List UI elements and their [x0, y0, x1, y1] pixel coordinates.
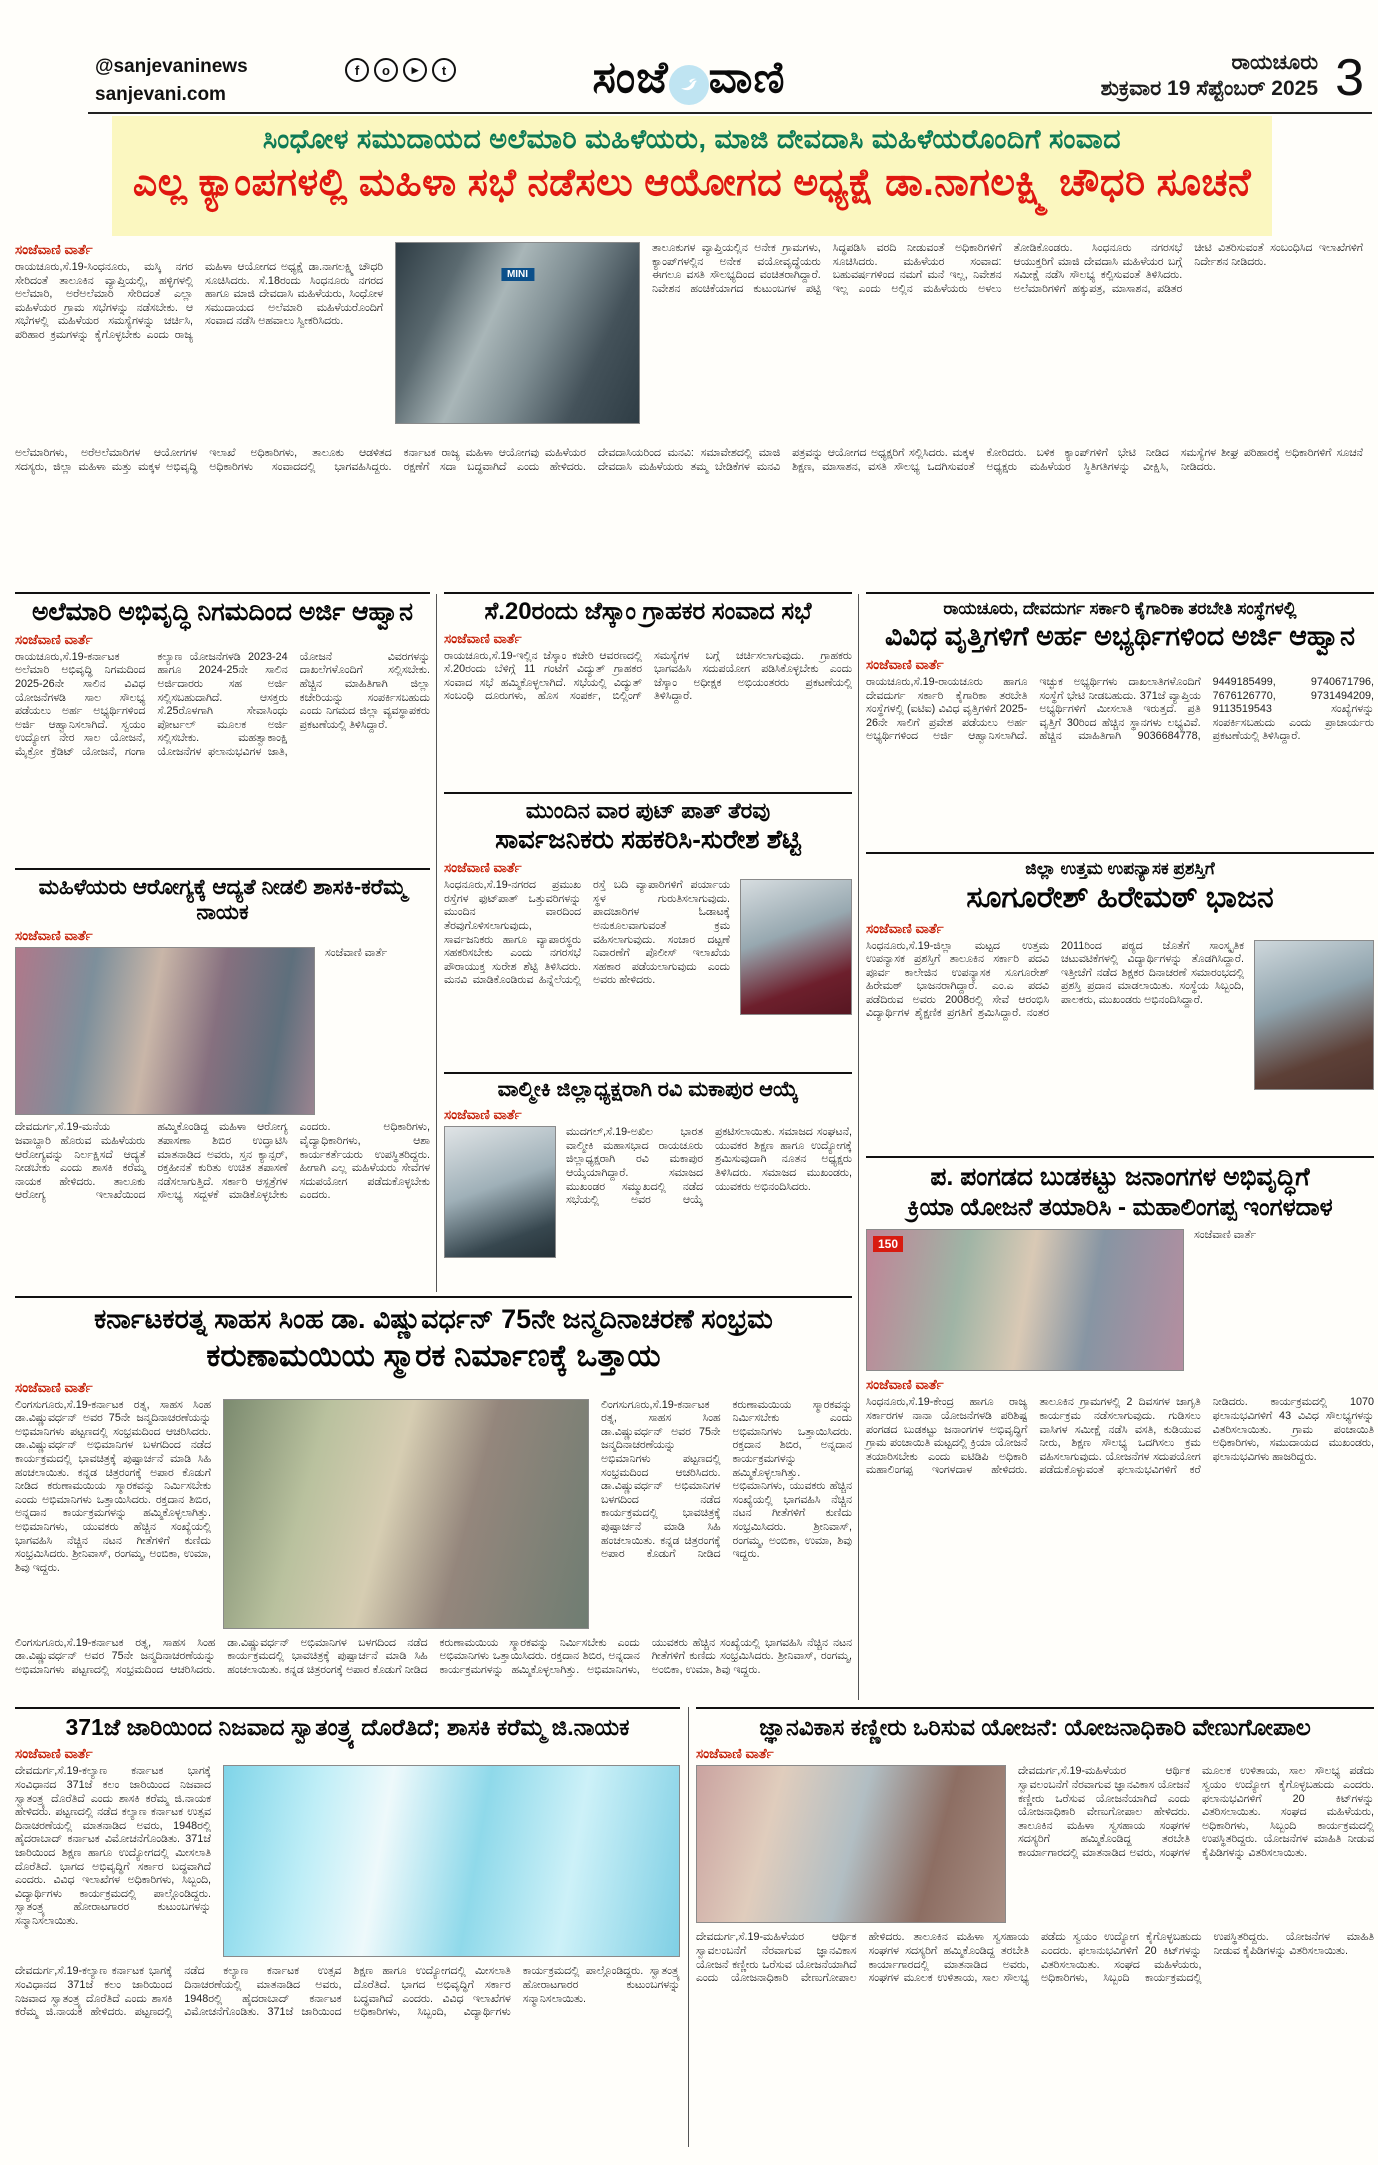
- d-byline: ಸಂಜೆವಾಣಿ ವಾರ್ತೆ: [15, 1379, 93, 1395]
- a1-body: ರಾಯಚೂರು,ಸೆ.19-ಕರ್ನಾಟಕ ಅಲೆಮಾರಿ ಅಭಿವೃದ್ಧಿ ನಿಗಮದಿಂದ 2025-26ನೇ ಸಾಲಿನ ವಿವಿಧ ಯೋಜನೆಗಳಡಿ ಸಾಲ ಸೌಲಭ್ಯ ಪಡೆಯಲು ಅರ್ಹ ಅಭ್ಯರ್ಥಿಗಳಿಂದ ಅರ್ಜಿ ಆಹ್ವಾನಿಸಲಾಗಿದೆ. ಸ್ವಯಂ ಉದ್ಯೋಗ ನೇರ ಸಾಲ ಯೋಜನೆ, ಮೈಕ್ರೋ ಕ್ರೆಡಿಟ್ ಯೋಜನೆ, ಗಂಗಾ ಕಲ್ಯಾಣ ಯೋಜನೆಗಳಡಿ 2023-24 ಹಾಗೂ 2024-25ನೇ ಸಾಲಿನ ಅರ್ಜಿದಾರರು ಸಹ ಅರ್ಜಿ ಸಲ್ಲಿಸಬಹುದಾಗಿದೆ. ಆಸಕ್ತರು ಸೆ.25ರೊಳಗಾಗಿ ಸೇವಾಸಿಂಧು ಪೋರ್ಟಲ್ ಮೂಲಕ ಅರ್ಜಿ ಸಲ್ಲಿಸಬೇಕು. ಮಹತ್ವಾಕಾಂಕ್ಷಿ ಯೋಜನೆಗಳ ಫಲಾನುಭವಿಗಳ ಜಾತಿ, ಯೋಜನೆ ವಿವರಗಳನ್ನು ದಾಖಲೆಗಳೊಂದಿಗೆ ಸಲ್ಲಿಸಬೇಕು. ಹೆಚ್ಚಿನ ಮಾಹಿತಿಗಾಗಿ ಜಿಲ್ಲಾ ಕಚೇರಿಯನ್ನು ಸಂಪರ್ಕಿಸಬಹುದು ಎಂದು ನಿಗಮದ ಜಿಲ್ಲಾ ವ್ಯವಸ್ಥಾಪಕರು ಪ್ರಕಟಣೆಯಲ್ಲಿ ತಿಳಿಸಿದ್ದಾರೆ.: [15, 650, 430, 758]
- article-b1: [444, 592, 852, 790]
- lead-right-text: [652, 242, 1363, 439]
- b2-body: ಸಿಂಧನೂರು,ಸೆ.19-ನಗರದ ಪ್ರಮುಖ ರಸ್ತೆಗಳ ಫುಟ್‌ಪಾತ್ ಒತ್ತುವರಿಗಳನ್ನು ಮುಂದಿನ ವಾರದಿಂದ ತೆರವುಗೊಳಿಸಲಾಗುವುದು, ಸಾರ್ವಜನಿಕರು ಹಾಗೂ ವ್ಯಾಪಾರಸ್ಥರು ಸಹಕರಿಸಬೇಕು ಎಂದು ನಗರಸಭೆ ಪೌರಾಯುಕ್ತ ಸುರೇಶ ಶೆಟ್ಟಿ ತಿಳಿಸಿದರು. ಮನವಿ ಮಾಡಿಕೊಂಡಿರುವ ಹಿನ್ನೆಲೆಯಲ್ಲಿ ರಸ್ತೆ ಬದಿ ವ್ಯಾಪಾರಿಗಳಿಗೆ ಪರ್ಯಾಯ ಸ್ಥಳ ಗುರುತಿಸಲಾಗುವುದು. ಪಾದಚಾರಿಗಳ ಓಡಾಟಕ್ಕೆ ಅನುಕೂಲವಾಗುವಂತೆ ಕ್ರಮ ವಹಿಸಲಾಗುವುದು. ಸಂಚಾರ ದಟ್ಟಣೆ ನಿವಾರಣೆಗೆ ಪೊಲೀಸ್ ಇಲಾಖೆಯ ಸಹಕಾರ ಪಡೆಯಲಾಗುವುದು ಎಂದು ಅವರು ಹೇಳಿದರು.: [444, 879, 730, 987]
- facebook-icon: f: [345, 58, 369, 82]
- e-headline: 371ಜೆ ಜಾರಿಯಿಂದ ನಿಜವಾದ ಸ್ವಾತಂತ್ರ್ಯ ದೊರೆತಿದೆ; ಶಾಸಕಿ ಕರೆಮ್ಮ ಜಿ.ನಾಯಕ: [65, 1714, 630, 1740]
- b2-headline-1: ಮುಂದಿನ ವಾರ ಪುಟ್ ಪಾತ್ ತೆರವು: [525, 798, 771, 823]
- a2-byline: ಸಂಜೆವಾಣಿ ವಾರ್ತೆ: [15, 928, 93, 944]
- lead-body-3: ಅಲೆಮಾರಿಗಳು, ಅರೆಅಲೆಮಾರಿಗಳ ಆಯೋಗಗಳ ಸದಸ್ಯರು, ಜಿಲ್ಲಾ ಮಹಿಳಾ ಮತ್ತು ಮಕ್ಕಳ ಅಭಿವೃದ್ಧಿ ಇಲಾಖೆ ಅಧಿಕಾರಿಗಳು, ತಾಲೂಕು ಆಡಳಿತದ ಅಧಿಕಾರಿಗಳು ಸಂವಾದದಲ್ಲಿ ಭಾಗವಹಿಸಿದ್ದರು. ಕರ್ನಾಟಕ ರಾಜ್ಯ ಮಹಿಳಾ ಆಯೋಗವು ಮಹಿಳೆಯರ ರಕ್ಷಣೆಗೆ ಸದಾ ಬದ್ಧವಾಗಿದೆ ಎಂದು ಹೇಳಿದರು. ದೇವದಾಸಿಯರಿಂದ ಮನವಿ: ಸಮಾವೇಶದಲ್ಲಿ ಮಾಜಿ ದೇವದಾಸಿ ಮಹಿಳೆಯರು ತಮ್ಮ ಬೇಡಿಕೆಗಳ ಮನವಿ ಪತ್ರವನ್ನು ಆಯೋಗದ ಅಧ್ಯಕ್ಷರಿಗೆ ಸಲ್ಲಿಸಿದರು. ಮಕ್ಕಳ ಶಿಕ್ಷಣ, ಮಾಸಾಶನ, ವಸತಿ ಸೌಲಭ್ಯ ಒದಗಿಸುವಂತೆ ಕೋರಿದರು. ಬಳಿಕ ಕ್ಯಾಂಪ್‌ಗಳಿಗೆ ಭೇಟಿ ನೀಡಿದ ಅಧ್ಯಕ್ಷರು ಮಹಿಳೆಯರ ಸ್ಥಿತಿಗತಿಗಳನ್ನು ವೀಕ್ಷಿಸಿ, ಸಮಸ್ಯೆಗಳ ಶೀಘ್ರ ಪರಿಹಾರಕ್ಕೆ ಅಧಿಕಾರಿಗಳಿಗೆ ಸೂಚನೆ ನೀಡಿದರು.: [15, 447, 1363, 473]
- edition-city: ರಾಯಚೂರು: [1231, 51, 1318, 74]
- f-byline: ಸಂಜೆವಾಣಿ ವಾರ್ತೆ: [696, 1746, 774, 1762]
- youtube-icon: ▸: [403, 58, 427, 82]
- b1-body: ರಾಯಚೂರು,ಸೆ.19-ಇಲ್ಲಿನ ಜೆಸ್ಕಾಂ ಕಚೇರಿ ಆವರಣದಲ್ಲಿ ಸೆ.20ರಂದು ಬೆಳಿಗ್ಗೆ 11 ಗಂಟೆಗೆ ವಿದ್ಯುತ್ ಗ್ರಾಹಕರ ಸಂವಾದ ಸಭೆ ಹಮ್ಮಿಕೊಳ್ಳಲಾಗಿದೆ. ಸಭೆಯಲ್ಲಿ ವಿದ್ಯುತ್ ಸಂಬಂಧಿ ದೂರುಗಳು, ಹೊಸ ಸಂಪರ್ಕ, ಬಿಲ್ಲಿಂಗ್ ಸಮಸ್ಯೆಗಳ ಬಗ್ಗೆ ಚರ್ಚಿಸಲಾಗುವುದು. ಗ್ರಾಹಕರು ಭಾಗವಹಿಸಿ ಸದುಪಯೋಗ ಪಡಿಸಿಕೊಳ್ಳಬೇಕು ಎಂದು ಜೆಸ್ಕಾಂ ಅಧೀಕ್ಷಕ ಅಭಿಯಂತರರು ಪ್ರಕಟಣೆಯಲ್ಲಿ ತಿಳಿಸಿದ್ದಾರೆ.: [444, 649, 852, 703]
- c3-byline: ಸಂಜೆವಾಣಿ ವಾರ್ತೆ: [866, 1377, 944, 1393]
- c2-kicker: ಜಿಲ್ಲಾ ಉತ್ತಮ ಉಪನ್ಯಾಸಕ ಪ್ರಶಸ್ತಿಗೆ: [1025, 859, 1215, 878]
- lead-banner: [112, 116, 1272, 236]
- divider-v3: [688, 1707, 689, 2147]
- article-a1: [15, 592, 430, 864]
- lead-body-2: ತಾಲೂಕುಗಳ ವ್ಯಾಪ್ತಿಯಲ್ಲಿನ ಅನೇಕ ಗ್ರಾಮಗಳು, ಕ್ಯಾಂಪ್‌ಗಳಲ್ಲಿನ ಅನೇಕ ವಯೋವೃದ್ಧೆಯರು ಈಗಲೂ ವಸತಿ ಸೌಲಭ್ಯದಿಂದ ವಂಚಿತರಾಗಿದ್ದಾರೆ. ನಿವೇಶನ ಹಂಚಿಕೆಯಾಗದ ಕುಟುಂಬಗಳ ಪಟ್ಟಿ ಸಿದ್ಧಪಡಿಸಿ ವರದಿ ನೀಡುವಂತೆ ಅಧಿಕಾರಿಗಳಿಗೆ ಸೂಚಿಸಿದರು. ಮಹಿಳೆಯರ ಸಂವಾದ: ಬಹುವರ್ಷಗಳಿಂದ ನಮಗೆ ಮನೆ ಇಲ್ಲ, ನಿವೇಶನ ಇಲ್ಲ ಎಂದು ಅಲ್ಲಿನ ಮಹಿಳೆಯರು ಅಳಲು ತೋಡಿಕೊಂಡರು. ಸಿಂಧನೂರು ನಗರಸಭೆ ಆಯುಕ್ತರಿಗೆ ಮಾಜಿ ದೇವದಾಸಿ ಮಹಿಳೆಯರ ಬಗ್ಗೆ ಸಮೀಕ್ಷೆ ನಡೆಸಿ ಸೌಲಭ್ಯ ಕಲ್ಪಿಸುವಂತೆ ತಿಳಿಸಿದರು. ಅಲೆಮಾರಿಗಳಿಗೆ ಹಕ್ಕುಪತ್ರ, ಮಾಸಾಶನ, ಪಡಿತರ ಚೀಟಿ ವಿತರಿಸುವಂತೆ ಸಂಬಂಧಿಸಿದ ಇಲಾಖೆಗಳಿಗೆ ನಿರ್ದೇಶನ ನೀಡಿದರು.: [652, 242, 1363, 295]
- dove-logo-icon: [669, 65, 709, 105]
- b1-byline: ಸಂಜೆವಾಣಿ ವಾರ್ತೆ: [444, 630, 522, 646]
- social-handle: @sanjevaninews: [95, 56, 248, 77]
- b2-portrait-photo: [740, 879, 852, 1015]
- b3-body: ಮುದಗಲ್,ಸೆ.19-ಅಖಿಲ ಭಾರತ ವಾಲ್ಮೀಕಿ ಮಹಾಸಭಾದ ರಾಯಚೂರು ಜಿಲ್ಲಾಧ್ಯಕ್ಷರಾಗಿ ರವಿ ಮಕಾಪುರ ಆಯ್ಕೆಯಾಗಿದ್ದಾರೆ. ಸಮಾಜದ ಮುಖಂಡರ ಸಮ್ಮುಖದಲ್ಲಿ ನಡೆದ ಸಭೆಯಲ್ಲಿ ಅವರ ಆಯ್ಕೆ ಪ್ರಕಟಿಸಲಾಯಿತು. ಸಮಾಜದ ಸಂಘಟನೆ, ಯುವಕರ ಶಿಕ್ಷಣ ಹಾಗೂ ಉದ್ಯೋಗಕ್ಕೆ ಶ್ರಮಿಸುವುದಾಗಿ ನೂತನ ಅಧ್ಯಕ್ಷರು ತಿಳಿಸಿದರು. ಸಮಾಜದ ಮುಖಂಡರು, ಯುವಕರು ಅಭಿನಂದಿಸಿದರು.: [566, 1126, 852, 1207]
- f-photo: [696, 1765, 1006, 1923]
- lead-kicker: ಸಿಂಧೋಳ ಸಮುದಾಯದ ಅಲೆಮಾರಿ ಮಹಿಳೆಯರು, ಮಾಜಿ ದೇವದಾಸಿ ಮಹಿಳೆಯರೊಂದಿಗೆ ಸಂವಾದ: [262, 124, 1122, 154]
- lead-body-1: ರಾಯಚೂರು,ಸೆ.19-ಸಿಂಧನೂರು, ಮಸ್ಕಿ ನಗರ ಸೇರಿದಂತೆ ತಾಲೂಕಿನ ವ್ಯಾಪ್ತಿಯಲ್ಲಿ, ಹಳ್ಳಿಗಳಲ್ಲಿ ಅಲೆಮಾರಿ, ಅರೆಅಲೆಮಾರಿ ಸೇರಿದಂತೆ ಎಲ್ಲಾ ಮಹಿಳೆಯರ ಗ್ರಾಮ ಸಭೆಗಳನ್ನು ನಡೆಸಬೇಕು. ಆ ಸಭೆಗಳಲ್ಲಿ ಮಹಿಳೆಯರ ಸಮಸ್ಯೆಗಳನ್ನು ಚರ್ಚಿಸಿ, ಪರಿಹಾರ ಕ್ರಮಗಳನ್ನು ಕೈಗೊಳ್ಳಬೇಕು ಎಂದು ರಾಜ್ಯ ಮಹಿಳಾ ಆಯೋಗದ ಅಧ್ಯಕ್ಷೆ ಡಾ.ನಾಗಲಕ್ಷ್ಮಿ ಚೌಧರಿ ಸೂಚಿಸಿದರು. ಸೆ.18ರಂದು ಸಿಂಧನೂರು ನಗರದ ಹಾಗೂ ಮಾಜಿ ದೇವದಾಸಿ ಮಹಿಳೆಯರು, ಸಿಂಧೋಳ ಸಮುದಾಯದ ಅಲೆಮಾರಿ ಮಹಿಳೆಯರೊಂದಿಗೆ ಸಂವಾದ ನಡೆಸಿ ಅಹವಾಲು ಸ್ವೀಕರಿಸಿದರು.: [15, 261, 383, 341]
- article-a2: [15, 868, 430, 1288]
- lead-byline: ಸಂಜೆವಾಣಿ ವಾರ್ತೆ: [15, 242, 93, 257]
- e-body-left: ದೇವದುರ್ಗ,ಸೆ.19-ಕಲ್ಯಾಣ ಕರ್ನಾಟಕ ಭಾಗಕ್ಕೆ ಸಂವಿಧಾನದ 371ಜೆ ಕಲಂ ಜಾರಿಯಿಂದ ನಿಜವಾದ ಸ್ವಾತಂತ್ರ್ಯ ದೊರೆತಿದೆ ಎಂದು ಶಾಸಕಿ ಕರೆಮ್ಮ ಜಿ.ನಾಯಕ ಹೇಳಿದರು. ಪಟ್ಟಣದಲ್ಲಿ ನಡೆದ ಕಲ್ಯಾಣ ಕರ್ನಾಟಕ ಉತ್ಸವ ದಿನಾಚರಣೆಯಲ್ಲಿ ಮಾತನಾಡಿದ ಅವರು, 1948ರಲ್ಲಿ ಹೈದರಾಬಾದ್ ಕರ್ನಾಟಕ ವಿಮೋಚನೆಗೊಂಡಿತು. 371ಜೆ ಜಾರಿಯಿಂದ ಶಿಕ್ಷಣ ಹಾಗೂ ಉದ್ಯೋಗದಲ್ಲಿ ಮೀಸಲಾತಿ ದೊರೆತಿದೆ. ಭಾಗದ ಅಭಿವೃದ್ಧಿಗೆ ಸರ್ಕಾರ ಬದ್ಧವಾಗಿದೆ ಎಂದರು. ವಿವಿಧ ಇಲಾಖೆಗಳ ಅಧಿಕಾರಿಗಳು, ಸಿಬ್ಬಂದಿ, ವಿದ್ಯಾರ್ಥಿಗಳು ಕಾರ್ಯಕ್ರಮದಲ್ಲಿ ಪಾಲ್ಗೊಂಡಿದ್ದರು. ಸ್ವಾತಂತ್ರ್ಯ ಹೋರಾಟಗಾರರ ಕುಟುಂಬಗಳನ್ನು ಸನ್ಮಾನಿಸಲಾಯಿತು.: [15, 1765, 211, 1927]
- d-headline-2: ಕರುಣಾಮಯಿಯ ಸ್ಮಾರಕ ನಿರ್ಮಾಣಕ್ಕೆ ಒತ್ತಾಯ: [206, 1338, 661, 1374]
- article-c3: [866, 1156, 1374, 1700]
- c3-photo-badge: 150: [873, 1236, 903, 1252]
- a2-body-side: ಸಂಜೆವಾಣಿ ವಾರ್ತೆ: [325, 947, 388, 960]
- d-headline-1: ಕರ್ನಾಟಕರತ್ನ ಸಾಹಸ ಸಿಂಹ ಡಾ. ವಿಷ್ಣುವರ್ಧನ್ 75ನೇ ಜನ್ಮದಿನಾಚರಣೆ ಸಂಭ್ರಮ: [94, 1304, 773, 1334]
- c1-body: ರಾಯಚೂರು,ಸೆ.19-ರಾಯಚೂರು ಹಾಗೂ ದೇವದುರ್ಗ ಸರ್ಕಾರಿ ಕೈಗಾರಿಕಾ ತರಬೇತಿ ಸಂಸ್ಥೆಗಳಲ್ಲಿ (ಐಟಿಐ) ವಿವಿಧ ವೃತ್ತಿಗಳಿಗೆ 2025-26ನೇ ಸಾಲಿಗೆ ಪ್ರವೇಶ ಪಡೆಯಲು ಅರ್ಹ ಅಭ್ಯರ್ಥಿಗಳಿಂದ ಅರ್ಜಿ ಆಹ್ವಾನಿಸಲಾಗಿದೆ. ಇಚ್ಛುಕ ಅಭ್ಯರ್ಥಿಗಳು ದಾಖಲಾತಿಗಳೊಂದಿಗೆ ಸಂಸ್ಥೆಗೆ ಭೇಟಿ ನೀಡಬಹುದು. 371ಜೆ ವ್ಯಾಪ್ತಿಯ ಅಭ್ಯರ್ಥಿಗಳಿಗೆ ಮೀಸಲಾತಿ ಇರುತ್ತದೆ. ಪ್ರತಿ ವೃತ್ತಿಗೆ 30ರಿಂದ ಹೆಚ್ಚಿನ ಸ್ಥಾನಗಳು ಲಭ್ಯವಿವೆ. ಹೆಚ್ಚಿನ ಮಾಹಿತಿಗಾಗಿ 9036684778, 9449185499, 9740671796, 7676126770, 9731494209, 9113519543 ಸಂಖ್ಯೆಗಳನ್ನು ಸಂಪರ್ಕಿಸಬಹುದು ಎಂದು ಪ್ರಾಚಾರ್ಯರು ಪ್ರಕಟಣೆಯಲ್ಲಿ ತಿಳಿಸಿದ್ದಾರೆ.: [866, 676, 1374, 743]
- article-d: [15, 1296, 852, 1700]
- c1-headline: ವಿವಿಧ ವೃತ್ತಿಗಳಿಗೆ ಅರ್ಹ ಅಭ್ಯರ್ಥಿಗಳಿಂದ ಅರ್ಜಿ ಆಹ್ವಾನ: [884, 621, 1356, 651]
- website-url: sanjevani.com: [95, 84, 226, 105]
- a1-headline: ಅಲೆಮಾರಿ ಅಭಿವೃದ್ಧಿ ನಿಗಮದಿಂದ ಅರ್ಜಿ ಆಹ್ವಾನ: [31, 598, 414, 626]
- f-headline: ಜ್ಞಾನವಿಕಾಸ ಕಣ್ಣೀರು ಒರಿಸುವ ಯೋಜನೆ: ಯೋಜನಾಧಿಕಾರಿ ವೇಣುಗೋಪಾಲ: [759, 1714, 1311, 1740]
- a1-byline: ಸಂಜೆವಾಣಿ ವಾರ್ತೆ: [15, 631, 93, 647]
- c3-body: ಸಿಂಧನೂರು,ಸೆ.19-ಕೇಂದ್ರ ಹಾಗೂ ರಾಜ್ಯ ಸರ್ಕಾರಗಳ ನಾನಾ ಯೋಜನೆಗಳಡಿ ಪರಿಶಿಷ್ಟ ಪಂಗಡದ ಬುಡಕಟ್ಟು ಜನಾಂಗಗಳ ಅಭಿವೃದ್ಧಿಗೆ ಗ್ರಾಮ ಪಂಚಾಯಿತಿ ಮಟ್ಟದಲ್ಲಿ ಕ್ರಿಯಾ ಯೋಜನೆ ತಯಾರಿಸಬೇಕು ಎಂದು ಐಟಿಡಿಪಿ ಅಧಿಕಾರಿ ಮಹಾಲಿಂಗಪ್ಪ ಇಂಗಳದಾಳ ಹೇಳಿದರು. ತಾಲೂಕಿನ ಗ್ರಾಮಗಳಲ್ಲಿ 2 ದಿವಸಗಳ ಜಾಗೃತಿ ಕಾರ್ಯಕ್ರಮ ನಡೆಸಲಾಗುವುದು. ಗುಡಿಸಲು ವಾಸಿಗಳ ಸಮೀಕ್ಷೆ ನಡೆಸಿ ವಸತಿ, ಕುಡಿಯುವ ನೀರು, ಶಿಕ್ಷಣ ಸೌಲಭ್ಯ ಒದಗಿಸಲು ಕ್ರಮ ವಹಿಸಲಾಗುವುದು. ಯೋಜನೆಗಳ ಸದುಪಯೋಗ ಪಡೆದುಕೊಳ್ಳುವಂತೆ ಫಲಾನುಭವಿಗಳಿಗೆ ಕರೆ ನೀಡಿದರು. ಕಾರ್ಯಕ್ರಮದಲ್ಲಿ 1070 ಫಲಾನುಭವಿಗಳಿಗೆ 43 ವಿವಿಧ ಸೌಲಭ್ಯಗಳನ್ನು ವಿತರಿಸಲಾಯಿತು. ಗ್ರಾಮ ಪಂಚಾಯಿತಿ ಅಧಿಕಾರಿಗಳು, ಸಮುದಾಯದ ಮುಖಂಡರು, ಫಲಾನುಭವಿಗಳು ಹಾಜರಿದ್ದರು.: [866, 1396, 1374, 1477]
- c3-headline: ಕ್ರಿಯಾ ಯೋಜನೆ ತಯಾರಿಸಿ - ಮಹಾಲಿಂಗಪ್ಪ ಇಂಗಳದಾಳ: [907, 1193, 1333, 1221]
- c3-body-side: ಸಂಜೆವಾಣಿ ವಾರ್ತೆ: [1194, 1229, 1257, 1242]
- d-body-right: ಲಿಂಗಸುಗೂರು,ಸೆ.19-ಕರ್ನಾಟಕ ರತ್ನ, ಸಾಹಸ ಸಿಂಹ ಡಾ.ವಿಷ್ಣುವರ್ಧನ್ ಅವರ 75ನೇ ಜನ್ಮದಿನಾಚರಣೆಯನ್ನು ಅಭಿಮಾನಿಗಳು ಪಟ್ಟಣದಲ್ಲಿ ಸಂಭ್ರಮದಿಂದ ಆಚರಿಸಿದರು. ಡಾ.ವಿಷ್ಣುವರ್ಧನ್ ಅಭಿಮಾನಿಗಳ ಬಳಗದಿಂದ ನಡೆದ ಕಾರ್ಯಕ್ರಮದಲ್ಲಿ ಭಾವಚಿತ್ರಕ್ಕೆ ಪುಷ್ಪಾರ್ಚನೆ ಮಾಡಿ ಸಿಹಿ ಹಂಚಲಾಯಿತು. ಕನ್ನಡ ಚಿತ್ರರಂಗಕ್ಕೆ ಅಪಾರ ಕೊಡುಗೆ ನೀಡಿದ ಕರುಣಾಮಯಿಯ ಸ್ಮಾರಕವನ್ನು ನಿರ್ಮಿಸಬೇಕು ಎಂದು ಅಭಿಮಾನಿಗಳು ಒತ್ತಾಯಿಸಿದರು. ರಕ್ತದಾನ ಶಿಬಿರ, ಅನ್ನದಾನ ಕಾರ್ಯಕ್ರಮಗಳನ್ನು ಹಮ್ಮಿಕೊಳ್ಳಲಾಗಿತ್ತು. ಅಭಿಮಾನಿಗಳು, ಯುವಕರು ಹೆಚ್ಚಿನ ಸಂಖ್ಯೆಯಲ್ಲಿ ಭಾಗವಹಿಸಿ ನೆಚ್ಚಿನ ನಟನ ಗೀತೆಗಳಿಗೆ ಕುಣಿದು ಸಂಭ್ರಮಿಸಿದರು. ಶ್ರೀನಿವಾಸ್, ರಂಗಮ್ಮ, ಅಂಬಿಕಾ, ಉಮಾ, ಶಿವು ಇದ್ದರು.: [601, 1398, 852, 1561]
- b3-headline: ವಾಲ್ಮೀಕಿ ಜಿಲ್ಲಾಧ್ಯಕ್ಷರಾಗಿ ರವಿ ಮಕಾಪುರ ಆಯ್ಕೆ: [497, 1078, 799, 1101]
- a2-photo: [15, 947, 315, 1115]
- c1-byline: ಸಂಜೆವಾಣಿ ವಾರ್ತೆ: [866, 657, 944, 673]
- masthead-part2: ವಾಣಿ: [708, 53, 786, 102]
- f-body-top: ದೇವದುರ್ಗ,ಸೆ.19-ಮಹಿಳೆಯರ ಆರ್ಥಿಕ ಸ್ವಾವಲಂಬನೆಗೆ ನೆರವಾಗುವ ಜ್ಞಾನವಿಕಾಸ ಯೋಜನೆ ಕಣ್ಣೀರು ಒರೆಸುವ ಯೋಜನೆಯಾಗಿದೆ ಎಂದು ಯೋಜನಾಧಿಕಾರಿ ವೇಣುಗೋಪಾಲ ಹೇಳಿದರು. ತಾಲೂಕಿನ ಮಹಿಳಾ ಸ್ವಸಹಾಯ ಸಂಘಗಳ ಸದಸ್ಯರಿಗೆ ಹಮ್ಮಿಕೊಂಡಿದ್ದ ತರಬೇತಿ ಕಾರ್ಯಾಗಾರದಲ್ಲಿ ಮಾತನಾಡಿದ ಅವರು, ಸಂಘಗಳ ಮೂಲಕ ಉಳಿತಾಯ, ಸಾಲ ಸೌಲಭ್ಯ ಪಡೆದು ಸ್ವಯಂ ಉದ್ಯೋಗ ಕೈಗೊಳ್ಳಬಹುದು ಎಂದರು. ಫಲಾನುಭವಿಗಳಿಗೆ 20 ಕಿಟ್‌ಗಳನ್ನು ವಿತರಿಸಲಾಯಿತು. ಸಂಘದ ಮಹಿಳೆಯರು, ಅಧಿಕಾರಿಗಳು, ಸಿಬ್ಬಂದಿ ಕಾರ್ಯಕ್ರಮದಲ್ಲಿ ಉಪಸ್ಥಿತರಿದ್ದರು. ಯೋಜನೆಗಳ ಮಾಹಿತಿ ನೀಡುವ ಕೈಪಿಡಿಗಳನ್ನು ವಿತರಿಸಲಾಯಿತು.: [1018, 1765, 1374, 1859]
- e-byline: ಸಂಜೆವಾಣಿ ವಾರ್ತೆ: [15, 1746, 93, 1762]
- b2-headline-2: ಸಾರ್ವಜನಿಕರು ಸಹಕರಿಸಿ-ಸುರೇಶ ಶೆಟ್ಟಿ: [495, 824, 801, 855]
- c2-body: ಸಿಂಧನೂರು,ಸೆ.19-ಜಿಲ್ಲಾ ಮಟ್ಟದ ಉತ್ತಮ ಉಪನ್ಯಾಸಕ ಪ್ರಶಸ್ತಿಗೆ ತಾಲೂಕಿನ ಸರ್ಕಾರಿ ಪದವಿ ಪೂರ್ವ ಕಾಲೇಜಿನ ಉಪನ್ಯಾಸಕ ಸೂಗೂರೇಶ್ ಹಿರೇಮಠ್ ಭಾಜನರಾಗಿದ್ದಾರೆ. ಎಂ.ಎ ಪದವಿ ಪಡೆದಿರುವ ಅವರು 2008ರಲ್ಲಿ ಸೇವೆ ಆರಂಭಿಸಿ ವಿದ್ಯಾರ್ಥಿಗಳ ಶೈಕ್ಷಣಿಕ ಪ್ರಗತಿಗೆ ಶ್ರಮಿಸಿದ್ದಾರೆ. ನಂತರ 2011ರಿಂದ ಪಠ್ಯದ ಜೊತೆಗೆ ಸಾಂಸ್ಕೃತಿಕ ಚಟುವಟಿಕೆಗಳಲ್ಲಿ ವಿದ್ಯಾರ್ಥಿಗಳನ್ನು ತೊಡಗಿಸಿದ್ದಾರೆ. ಇತ್ತೀಚೆಗೆ ನಡೆದ ಶಿಕ್ಷಕರ ದಿನಾಚರಣೆ ಸಮಾರಂಭದಲ್ಲಿ ಪ್ರಶಸ್ತಿ ಪ್ರದಾನ ಮಾಡಲಾಯಿತು. ಸಂಸ್ಥೆಯ ಸಿಬ್ಬಂದಿ, ಪಾಲಕರು, ಮುಖಂಡರು ಅಭಿನಂದಿಸಿದ್ದಾರೆ.: [866, 939, 1244, 1020]
- d-photo: [223, 1399, 589, 1629]
- e-body-bottom: ದೇವದುರ್ಗ,ಸೆ.19-ಕಲ್ಯಾಣ ಕರ್ನಾಟಕ ಭಾಗಕ್ಕೆ ಸಂವಿಧಾನದ 371ಜೆ ಕಲಂ ಜಾರಿಯಿಂದ ನಿಜವಾದ ಸ್ವಾತಂತ್ರ್ಯ ದೊರೆತಿದೆ ಎಂದು ಶಾಸಕಿ ಕರೆಮ್ಮ ಜಿ.ನಾಯಕ ಹೇಳಿದರು. ಪಟ್ಟಣದಲ್ಲಿ ನಡೆದ ಕಲ್ಯಾಣ ಕರ್ನಾಟಕ ಉತ್ಸವ ದಿನಾಚರಣೆಯಲ್ಲಿ ಮಾತನಾಡಿದ ಅವರು, 1948ರಲ್ಲಿ ಹೈದರಾಬಾದ್ ಕರ್ನಾಟಕ ವಿಮೋಚನೆಗೊಂಡಿತು. 371ಜೆ ಜಾರಿಯಿಂದ ಶಿಕ್ಷಣ ಹಾಗೂ ಉದ್ಯೋಗದಲ್ಲಿ ಮೀಸಲಾತಿ ದೊರೆತಿದೆ. ಭಾಗದ ಅಭಿವೃದ್ಧಿಗೆ ಸರ್ಕಾರ ಬದ್ಧವಾಗಿದೆ ಎಂದರು. ವಿವಿಧ ಇಲಾಖೆಗಳ ಅಧಿಕಾರಿಗಳು, ಸಿಬ್ಬಂದಿ, ವಿದ್ಯಾರ್ಥಿಗಳು ಕಾರ್ಯಕ್ರಮದಲ್ಲಿ ಪಾಲ್ಗೊಂಡಿದ್ದರು. ಸ್ವಾತಂತ್ರ್ಯ ಹೋರಾಟಗಾರರ ಕುಟುಂಬಗಳನ್ನು ಸನ್ಮಾನಿಸಲಾಯಿತು.: [15, 1965, 680, 2019]
- page-number: 3: [1335, 49, 1364, 107]
- article-b3: [444, 1072, 852, 1290]
- edition-info: [1101, 50, 1318, 103]
- b1-headline: ಸೆ.20ರಂದು ಜೆಸ್ಕಾಂ ಗ್ರಾಹಕರ ಸಂವಾದ ಸಭೆ: [484, 598, 812, 625]
- d-body-bottom: ಲಿಂಗಸುಗೂರು,ಸೆ.19-ಕರ್ನಾಟಕ ರತ್ನ, ಸಾಹಸ ಸಿಂಹ ಡಾ.ವಿಷ್ಣುವರ್ಧನ್ ಅವರ 75ನೇ ಜನ್ಮದಿನಾಚರಣೆಯನ್ನು ಅಭಿಮಾನಿಗಳು ಪಟ್ಟಣದಲ್ಲಿ ಸಂಭ್ರಮದಿಂದ ಆಚರಿಸಿದರು. ಡಾ.ವಿಷ್ಣುವರ್ಧನ್ ಅಭಿಮಾನಿಗಳ ಬಳಗದಿಂದ ನಡೆದ ಕಾರ್ಯಕ್ರಮದಲ್ಲಿ ಭಾವಚಿತ್ರಕ್ಕೆ ಪುಷ್ಪಾರ್ಚನೆ ಮಾಡಿ ಸಿಹಿ ಹಂಚಲಾಯಿತು. ಕನ್ನಡ ಚಿತ್ರರಂಗಕ್ಕೆ ಅಪಾರ ಕೊಡುಗೆ ನೀಡಿದ ಕರುಣಾಮಯಿಯ ಸ್ಮಾರಕವನ್ನು ನಿರ್ಮಿಸಬೇಕು ಎಂದು ಅಭಿಮಾನಿಗಳು ಒತ್ತಾಯಿಸಿದರು. ರಕ್ತದಾನ ಶಿಬಿರ, ಅನ್ನದಾನ ಕಾರ್ಯಕ್ರಮಗಳನ್ನು ಹಮ್ಮಿಕೊಳ್ಳಲಾಗಿತ್ತು. ಅಭಿಮಾನಿಗಳು, ಯುವಕರು ಹೆಚ್ಚಿನ ಸಂಖ್ಯೆಯಲ್ಲಿ ಭಾಗವಹಿಸಿ ನೆಚ್ಚಿನ ನಟನ ಗೀತೆಗಳಿಗೆ ಕುಣಿದು ಸಂಭ್ರಮಿಸಿದರು. ಶ್ರೀನಿವಾಸ್, ರಂಗಮ್ಮ, ಅಂಬಿಕಾ, ಉಮಾ, ಶಿವು ಇದ್ದರು.: [15, 1636, 852, 1676]
- a2-body: ದೇವದುರ್ಗ,ಸೆ.19-ಮನೆಯ ಜವಾಬ್ದಾರಿ ಹೊರುವ ಮಹಿಳೆಯರು ಆರೋಗ್ಯವನ್ನು ನಿರ್ಲಕ್ಷಿಸದೆ ಆದ್ಯತೆ ನೀಡಬೇಕು ಎಂದು ಶಾಸಕಿ ಕರೆಮ್ಮ ನಾಯಕ ಹೇಳಿದರು. ತಾಲೂಕು ಆರೋಗ್ಯ ಇಲಾಖೆಯಿಂದ ಹಮ್ಮಿಕೊಂಡಿದ್ದ ಮಹಿಳಾ ಆರೋಗ್ಯ ತಪಾಸಣಾ ಶಿಬಿರ ಉದ್ಘಾಟಿಸಿ ಮಾತನಾಡಿದ ಅವರು, ಸ್ತನ ಕ್ಯಾನ್ಸರ್, ರಕ್ತಹೀನತೆ ಕುರಿತು ಉಚಿತ ತಪಾಸಣೆ ನಡೆಸಲಾಗುತ್ತಿದೆ. ಸರ್ಕಾರಿ ಆಸ್ಪತ್ರೆಗಳ ಸೌಲಭ್ಯ ಸದ್ಬಳಕೆ ಮಾಡಿಕೊಳ್ಳಬೇಕು ಎಂದರು. ಅಧಿಕಾರಿಗಳು, ವೈದ್ಯಾಧಿಕಾರಿಗಳು, ಆಶಾ ಕಾರ್ಯಕರ್ತೆಯರು ಉಪಸ್ಥಿತರಿದ್ದರು. ಹೀಗಾಗಿ ಎಲ್ಲ ಮಹಿಳೆಯರು ಸೇವೆಗಳ ಸದುಪಯೋಗ ಪಡೆದುಕೊಳ್ಳಬೇಕು ಎಂದರು.: [15, 1121, 430, 1202]
- twitter-icon: t: [432, 58, 456, 82]
- lead-photo: [395, 242, 640, 424]
- d-body-left: ಲಿಂಗಸುಗೂರು,ಸೆ.19-ಕರ್ನಾಟಕ ರತ್ನ, ಸಾಹಸ ಸಿಂಹ ಡಾ.ವಿಷ್ಣುವರ್ಧನ್ ಅವರ 75ನೇ ಜನ್ಮದಿನಾಚರಣೆಯನ್ನು ಅಭಿಮಾನಿಗಳು ಪಟ್ಟಣದಲ್ಲಿ ಸಂಭ್ರಮದಿಂದ ಆಚರಿಸಿದರು. ಡಾ.ವಿಷ್ಣುವರ್ಧನ್ ಅಭಿಮಾನಿಗಳ ಬಳಗದಿಂದ ನಡೆದ ಕಾರ್ಯಕ್ರಮದಲ್ಲಿ ಭಾವಚಿತ್ರಕ್ಕೆ ಪುಷ್ಪಾರ್ಚನೆ ಮಾಡಿ ಸಿಹಿ ಹಂಚಲಾಯಿತು. ಕನ್ನಡ ಚಿತ್ರರಂಗಕ್ಕೆ ಅಪಾರ ಕೊಡುಗೆ ನೀಡಿದ ಕರುಣಾಮಯಿಯ ಸ್ಮಾರಕವನ್ನು ನಿರ್ಮಿಸಬೇಕು ಎಂದು ಅಭಿಮಾನಿಗಳು ಒತ್ತಾಯಿಸಿದರು. ರಕ್ತದಾನ ಶಿಬಿರ, ಅನ್ನದಾನ ಕಾರ್ಯಕ್ರಮಗಳನ್ನು ಹಮ್ಮಿಕೊಳ್ಳಲಾಗಿತ್ತು. ಅಭಿಮಾನಿಗಳು, ಯುವಕರು ಹೆಚ್ಚಿನ ಸಂಖ್ಯೆಯಲ್ಲಿ ಭಾಗವಹಿಸಿ ನೆಚ್ಚಿನ ನಟನ ಗೀತೆಗಳಿಗೆ ಕುಣಿದು ಸಂಭ್ರಮಿಸಿದರು. ಶ್ರೀನಿವಾಸ್, ರಂಗಮ್ಮ, ಅಂಬಿಕಾ, ಉಮಾ, ಶಿವು ಇದ್ದರು.: [15, 1398, 211, 1574]
- article-c1: [866, 592, 1374, 850]
- instagram-icon: o: [374, 58, 398, 82]
- f-body-bottom: ದೇವದುರ್ಗ,ಸೆ.19-ಮಹಿಳೆಯರ ಆರ್ಥಿಕ ಸ್ವಾವಲಂಬನೆಗೆ ನೆರವಾಗುವ ಜ್ಞಾನವಿಕಾಸ ಯೋಜನೆ ಕಣ್ಣೀರು ಒರೆಸುವ ಯೋಜನೆಯಾಗಿದೆ ಎಂದು ಯೋಜನಾಧಿಕಾರಿ ವೇಣುಗೋಪಾಲ ಹೇಳಿದರು. ತಾಲೂಕಿನ ಮಹಿಳಾ ಸ್ವಸಹಾಯ ಸಂಘಗಳ ಸದಸ್ಯರಿಗೆ ಹಮ್ಮಿಕೊಂಡಿದ್ದ ತರಬೇತಿ ಕಾರ್ಯಾಗಾರದಲ್ಲಿ ಮಾತನಾಡಿದ ಅವರು, ಸಂಘಗಳ ಮೂಲಕ ಉಳಿತಾಯ, ಸಾಲ ಸೌಲಭ್ಯ ಪಡೆದು ಸ್ವಯಂ ಉದ್ಯೋಗ ಕೈಗೊಳ್ಳಬಹುದು ಎಂದರು. ಫಲಾನುಭವಿಗಳಿಗೆ 20 ಕಿಟ್‌ಗಳನ್ನು ವಿತರಿಸಲಾಯಿತು. ಸಂಘದ ಮಹಿಳೆಯರು, ಅಧಿಕಾರಿಗಳು, ಸಿಬ್ಬಂದಿ ಕಾರ್ಯಕ್ರಮದಲ್ಲಿ ಉಪಸ್ಥಿತರಿದ್ದರು. ಯೋಜನೆಗಳ ಮಾಹಿತಿ ನೀಡುವ ಕೈಪಿಡಿಗಳನ್ನು ವಿತರಿಸಲಾಯಿತು.: [696, 1931, 1374, 1985]
- c2-portrait-photo: [1254, 940, 1374, 1090]
- b2-byline: ಸಂಜೆವಾಣಿ ವಾರ್ತೆ: [444, 860, 522, 876]
- lead-photo-banner-text: MINI: [501, 268, 534, 281]
- b3-byline: ಸಂಜೆವಾಣಿ ವಾರ್ತೆ: [444, 1107, 522, 1123]
- e-photo: [223, 1765, 680, 1957]
- edition-date: ಶುಕ್ರವಾರ 19 ಸೆಪ್ಟೆಂಬರ್ 2025: [1100, 77, 1318, 101]
- c3-kicker: ಪ. ಪಂಗಡದ ಬುಡಕಟ್ಟು ಜನಾಂಗಗಳ ಅಭಿವೃದ್ಧಿಗೆ: [930, 1163, 1310, 1191]
- a2-headline: ಮಹಿಳೆಯರು ಆರೋಗ್ಯಕ್ಕೆ ಆದ್ಯತೆ ನೀಡಲಿ ಶಾಸಕಿ-ಕರೆಮ್ಮ ನಾಯಕ: [38, 875, 407, 924]
- c2-byline: ಸಂಜೆವಾಣಿ ವಾರ್ತೆ: [866, 920, 944, 936]
- article-c2: [866, 852, 1374, 1154]
- c1-kicker: ರಾಯಚೂರು, ದೇವದುರ್ಗ ಸರ್ಕಾರಿ ಕೈಗಾರಿಕಾ ತರಬೇತಿ ಸಂಸ್ಥೆಗಳಲ್ಲಿ: [943, 599, 1297, 618]
- article-b2: [444, 792, 852, 1070]
- lead-story: [15, 242, 1363, 590]
- b3-portrait-photo: [444, 1126, 556, 1258]
- article-f: [696, 1707, 1374, 2147]
- c2-headline: ಸೂಗೂರೇಶ್ ಹಿರೇಮಠ್ ಭಾಜನ: [966, 881, 1274, 914]
- header-rule: [88, 112, 1372, 114]
- lead-left-text: [15, 242, 383, 439]
- masthead-part1: ಸಂಜೆ: [592, 53, 669, 102]
- divider-v2: [858, 594, 859, 1700]
- lead-headline: ಎಲ್ಲ ಕ್ಯಾಂಪಗಳಲ್ಲಿ ಮಹಿಳಾ ಸಭೆ ನಡೆಸಲು ಆಯೋಗದ ಅಧ್ಯಕ್ಷೆ ಡಾ.ನಾಗಲಕ್ಷ್ಮಿ ಚೌಧರಿ ಸೂಚನೆ: [132, 162, 1252, 204]
- article-e: [15, 1707, 680, 2147]
- divider-v1: [436, 594, 437, 1292]
- c3-photo: [866, 1229, 1184, 1371]
